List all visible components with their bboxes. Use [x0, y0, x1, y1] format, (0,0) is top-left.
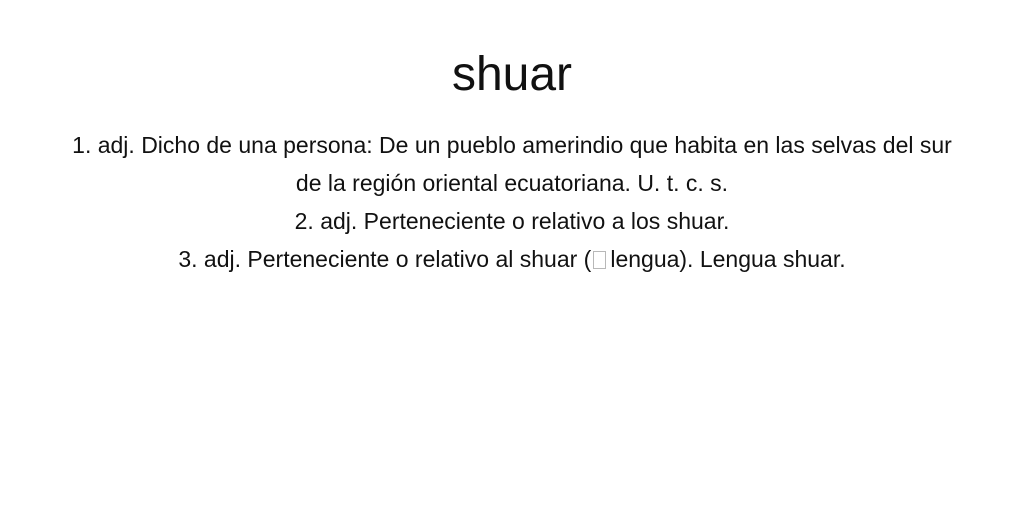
definition-3-text-start: 3. adj. Perteneciente o relativo al shuar (	[178, 246, 592, 272]
definition-2: 2. adj. Perteneciente o relativo a los shuar.	[294, 208, 730, 234]
definition-1: 1. adj. Dicho de una persona: De un pueblo amerindio que habita en las selvas del sur de la región oriental ecuatoriana. U. t. c. s.	[72, 132, 952, 196]
definitions-list	[62, 126, 962, 278]
definition-3	[62, 240, 962, 278]
definition-3-text-end: lengua). Lengua shuar.	[610, 246, 846, 272]
cross-reference-arrow-icon[interactable]	[593, 251, 606, 269]
headword-title: shuar	[451, 48, 573, 101]
